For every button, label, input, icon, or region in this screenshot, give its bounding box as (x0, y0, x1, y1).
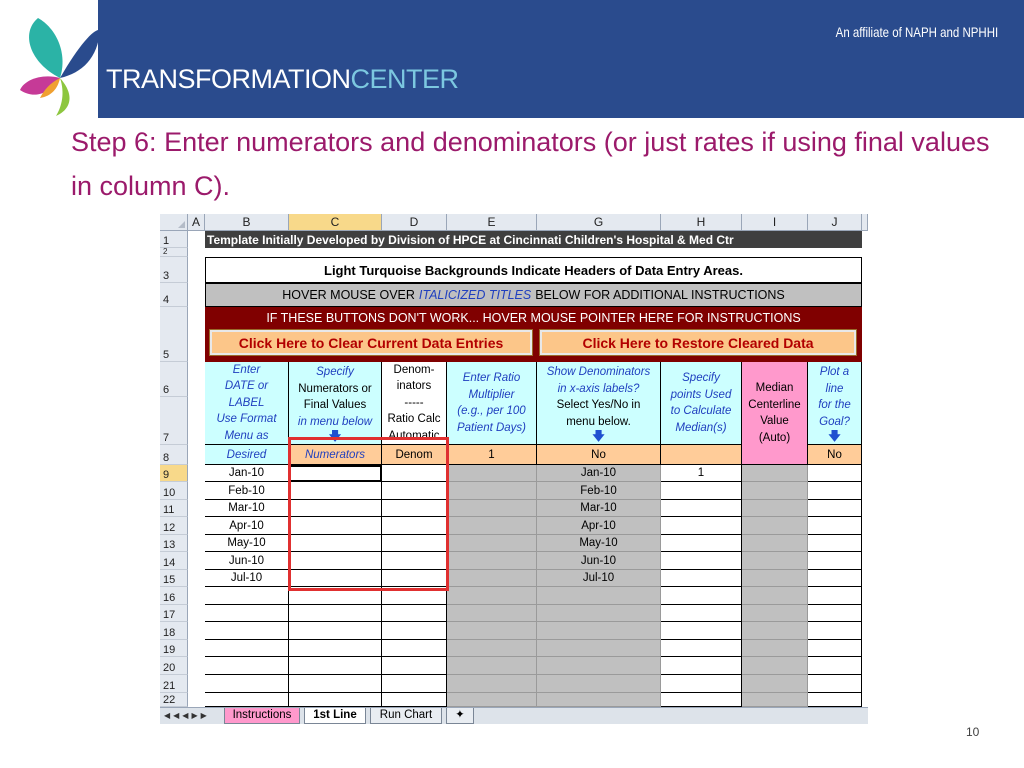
sheet-tab-bar (160, 707, 868, 724)
cell-g-row-22[interactable] (537, 693, 661, 707)
cell-h-row-13[interactable] (661, 535, 742, 552)
cell-g-row-11[interactable]: Mar-10 (537, 500, 661, 517)
header-line: DATE or (224, 380, 269, 393)
header-line: Automatic (388, 429, 440, 442)
clear-data-button[interactable]: Click Here to Clear Current Data Entries (210, 330, 532, 355)
column-header-d[interactable]: D (382, 214, 447, 231)
show-denominators-select[interactable]: No (537, 445, 661, 465)
spreadsheet (160, 214, 868, 724)
down-arrow-icon: 🡇 (328, 429, 342, 443)
affiliate-text: An affiliate of NAPH and NPHHI (835, 24, 998, 40)
header-line: Multiplier (468, 388, 515, 401)
row-header[interactable]: 9 (160, 465, 188, 482)
tab-run-chart[interactable]: Run Chart (370, 708, 442, 724)
cell-c-row-17[interactable] (289, 605, 382, 622)
insert-sheet-icon[interactable]: ✦ (446, 708, 474, 724)
header-median-points[interactable] (661, 362, 742, 445)
header-line: Enter (232, 363, 261, 376)
median-points-cell[interactable] (661, 445, 742, 465)
header-line: Median(s) (675, 421, 727, 434)
cell-b-row-10[interactable]: Feb-10 (205, 482, 289, 500)
cell-g-row-20[interactable] (537, 657, 661, 675)
cell-h-row-9[interactable]: 1 (661, 465, 742, 482)
cell-j-row-19[interactable] (808, 640, 862, 657)
tab-instructions[interactable]: Instructions (224, 708, 300, 724)
cell-e-row-22[interactable] (447, 693, 537, 707)
header-line: Goal? (819, 415, 850, 428)
cell-i-row-9[interactable] (742, 465, 808, 482)
cell-i-row-13[interactable] (742, 535, 808, 552)
cell-i-row-10[interactable] (742, 482, 808, 500)
header-line: (e.g., per 100 (457, 405, 526, 417)
cell-d-row-18[interactable] (382, 622, 447, 640)
cell-j-row-21[interactable] (808, 675, 862, 693)
row-header[interactable]: 3 (160, 257, 188, 283)
cell-j-row-22[interactable] (808, 693, 862, 707)
header-line: Select Yes/No in (556, 399, 641, 411)
header-desired-label: Desired (205, 445, 289, 465)
row-header[interactable]: 10 (160, 482, 188, 500)
cell-c-row-21[interactable] (289, 675, 382, 693)
ratio-multiplier-input[interactable]: 1 (447, 445, 537, 465)
header-line: Show Denominators (546, 366, 651, 378)
cell-h-row-15[interactable] (661, 570, 742, 587)
cell-h-row-10[interactable] (661, 482, 742, 500)
header-line: in menu below (297, 415, 373, 428)
cell-h-row-12[interactable] (661, 517, 742, 535)
header-median-centerline[interactable] (742, 362, 808, 465)
pinwheel-logo-icon (20, 18, 100, 118)
cell-j-row-12[interactable] (808, 517, 862, 535)
cell-h-row-14[interactable] (661, 552, 742, 570)
cell-b-row-11[interactable]: Mar-10 (205, 500, 289, 517)
cell-g-row-19[interactable] (537, 640, 661, 657)
row-header[interactable]: 19 (160, 640, 188, 657)
column-header-k (862, 214, 868, 231)
cell-i-row-19[interactable] (742, 640, 808, 657)
cell-c-row-20[interactable] (289, 657, 382, 675)
cell-e-row-11[interactable] (447, 500, 537, 517)
numerator-type-select[interactable]: Numerators (289, 445, 382, 465)
header-line: inators (396, 380, 432, 393)
header-line: Patient Days) (456, 421, 527, 434)
header-date-label[interactable] (205, 362, 289, 445)
row-header[interactable]: 11 (160, 500, 188, 517)
header-numerators[interactable] (289, 362, 382, 445)
cell-j-row-16[interactable] (808, 587, 862, 605)
cell-h-row-16[interactable] (661, 587, 742, 605)
cell-i-row-17[interactable] (742, 605, 808, 622)
highlight-box (288, 437, 449, 591)
cell-e-row-17[interactable] (447, 605, 537, 622)
cell-g-row-12[interactable]: Apr-10 (537, 517, 661, 535)
cell-j-row-15[interactable] (808, 570, 862, 587)
row-header[interactable]: 12 (160, 517, 188, 535)
select-all-corner[interactable] (160, 214, 188, 231)
cell-i-row-11[interactable] (742, 500, 808, 517)
header-line: in x-axis labels? (557, 382, 640, 395)
cell-g-row-17[interactable] (537, 605, 661, 622)
cell-j-row-14[interactable] (808, 552, 862, 570)
column-header-c[interactable]: C (289, 214, 382, 231)
page-number: 10 (966, 725, 980, 739)
tab-1st-line[interactable]: 1st Line (304, 708, 366, 724)
cell-j-row-20[interactable] (808, 657, 862, 675)
hover-instructions-italic: ITALICIZED TITLES (418, 288, 532, 302)
row-header[interactable]: 5 (160, 307, 188, 362)
cell-b-row-15[interactable]: Jul-10 (205, 570, 289, 587)
cell-i-row-12[interactable] (742, 517, 808, 535)
cell-e-row-18[interactable] (447, 622, 537, 640)
header-line: Median (755, 382, 794, 394)
header-line: Plot a (819, 366, 850, 378)
cell-e-row-13[interactable] (447, 535, 537, 552)
header-ratio-multiplier[interactable] (447, 362, 537, 445)
cell-j-row-17[interactable] (808, 605, 862, 622)
cell-g-row-13[interactable]: May-10 (537, 535, 661, 552)
denominator-label-cell[interactable]: Denom (382, 445, 447, 465)
header-line: Menu as (224, 429, 269, 442)
row-header[interactable]: 13 (160, 535, 188, 552)
cell-e-row-10[interactable] (447, 482, 537, 500)
cell-h-row-22[interactable] (661, 693, 742, 707)
row-header[interactable]: 2 (160, 248, 188, 257)
row-header[interactable]: 6 (160, 362, 188, 397)
cell-e-row-14[interactable] (447, 552, 537, 570)
row-header[interactable]: 7 (160, 397, 188, 445)
row-header[interactable]: 22 (160, 693, 188, 707)
goal-line-select[interactable]: No (808, 445, 862, 465)
header-line: ----- (404, 396, 424, 409)
cell-j-row-18[interactable] (808, 622, 862, 640)
column-header-a[interactable]: A (188, 214, 205, 231)
row-header[interactable]: 16 (160, 587, 188, 605)
cell-e-row-21[interactable] (447, 675, 537, 693)
cell-h-row-21[interactable] (661, 675, 742, 693)
cell-b-row-16[interactable] (205, 587, 289, 605)
cell-d-row-21[interactable] (382, 675, 447, 693)
cell-e-row-16[interactable] (447, 587, 537, 605)
brand-name: TRANSFORMATIONCENTER (106, 64, 459, 94)
header-band (98, 0, 1024, 118)
cell-i-row-18[interactable] (742, 622, 808, 640)
header-line: to Calculate (670, 405, 732, 417)
header-goal-line[interactable] (808, 362, 862, 445)
cell-e-row-19[interactable] (447, 640, 537, 657)
header-line: Denom- (393, 363, 435, 376)
cell-i-row-20[interactable] (742, 657, 808, 675)
header-line: Specify (682, 372, 720, 384)
row-header[interactable]: 14 (160, 552, 188, 570)
cell-b-row-17[interactable] (205, 605, 289, 622)
cell-e-row-20[interactable] (447, 657, 537, 675)
cell-b-row-9[interactable]: Jan-10 (205, 465, 289, 482)
cell-h-row-17[interactable] (661, 605, 742, 622)
cell-e-row-12[interactable] (447, 517, 537, 535)
down-arrow-icon: 🡇 (592, 429, 605, 443)
header-line: Centerline (748, 398, 801, 411)
header-line: Ratio Calc (387, 413, 441, 426)
cell-g-row-14[interactable]: Jun-10 (537, 552, 661, 570)
header-line: for the (818, 399, 851, 411)
cell-i-row-22[interactable] (742, 693, 808, 707)
cell-b-row-13[interactable]: May-10 (205, 535, 289, 552)
cell-d-row-19[interactable] (382, 640, 447, 657)
header-show-denominators[interactable] (537, 362, 661, 445)
cell-e-row-9[interactable] (447, 465, 537, 482)
cell-b-row-22[interactable] (205, 693, 289, 707)
row-header[interactable]: 21 (160, 675, 188, 693)
cell-h-row-19[interactable] (661, 640, 742, 657)
cell-c-row-22[interactable] (289, 693, 382, 707)
row-header[interactable]: 17 (160, 605, 188, 622)
cell-c-row-18[interactable] (289, 622, 382, 640)
column-header-e[interactable]: E (447, 214, 537, 231)
cell-h-row-11[interactable] (661, 500, 742, 517)
restore-data-button[interactable]: Click Here to Restore Cleared Data (540, 330, 856, 355)
cell-g-row-15[interactable]: Jul-10 (537, 570, 661, 587)
row-header[interactable]: 15 (160, 570, 188, 587)
cell-g-row-16[interactable] (537, 587, 661, 605)
header-line: (Auto) (758, 431, 791, 444)
row-header[interactable]: 18 (160, 622, 188, 640)
column-header-j[interactable]: J (808, 214, 862, 231)
cell-j-row-10[interactable] (808, 482, 862, 500)
header-line: LABEL (228, 396, 265, 409)
cell-b-row-14[interactable]: Jun-10 (205, 552, 289, 570)
cell-g-row-18[interactable] (537, 622, 661, 640)
cell-i-row-15[interactable] (742, 570, 808, 587)
cell-d-row-20[interactable] (382, 657, 447, 675)
cell-b-row-12[interactable]: Apr-10 (205, 517, 289, 535)
header-line: Use Format (216, 413, 277, 426)
cell-d-row-22[interactable] (382, 693, 447, 707)
column-header-h[interactable]: H (661, 214, 742, 231)
cell-g-row-9[interactable]: Jan-10 (537, 465, 661, 482)
cell-c-row-19[interactable] (289, 640, 382, 657)
column-header-b[interactable]: B (205, 214, 289, 231)
row-header[interactable]: 8 (160, 445, 188, 465)
header-line: menu below. (566, 415, 631, 428)
cell-h-row-20[interactable] (661, 657, 742, 675)
cell-b-row-18[interactable] (205, 622, 289, 640)
header-line: Enter Ratio (462, 372, 521, 384)
hover-instructions-after: BELOW FOR ADDITIONAL INSTRUCTIONS (535, 288, 785, 302)
header-line: Numerators or (298, 382, 372, 395)
cell-g-row-21[interactable] (537, 675, 661, 693)
tab-scroll-arrows-icon[interactable]: ◀◀◀▶▶ (164, 711, 210, 720)
header-line: points Used (670, 388, 732, 401)
row-header[interactable]: 1 (160, 231, 188, 248)
turquoise-legend-text: Light Turquoise Backgrounds Indicate Headers of Data Entry Areas. (205, 257, 862, 283)
cell-i-row-16[interactable] (742, 587, 808, 605)
cell-j-row-13[interactable] (808, 535, 862, 552)
header-line: Final Values (303, 399, 367, 411)
header-line: Specify (316, 366, 354, 378)
down-arrow-icon: 🡇 (828, 429, 841, 443)
buttons-warning-text[interactable]: IF THESE BUTTONS DON'T WORK... HOVER MOUSE POINTER HERE FOR INSTRUCTIONS (266, 310, 801, 325)
row-header[interactable]: 4 (160, 283, 188, 307)
column-header-i[interactable]: I (742, 214, 808, 231)
cell-d-row-17[interactable] (382, 605, 447, 622)
cell-j-row-11[interactable] (808, 500, 862, 517)
cell-b-row-20[interactable] (205, 657, 289, 675)
cell-i-row-21[interactable] (742, 675, 808, 693)
cell-h-row-18[interactable] (661, 622, 742, 640)
cell-g-row-10[interactable]: Feb-10 (537, 482, 661, 500)
cell-b-row-21[interactable] (205, 675, 289, 693)
template-credit-banner: Template Initially Developed by Division of HPCE at Cincinnati Children's Hospital & Med Ctr (205, 231, 862, 248)
slide-title: Step 6: Enter numerators and denominators (or just rates if using final values in column C). (71, 127, 990, 201)
cell-e-row-15[interactable] (447, 570, 537, 587)
cell-j-row-9[interactable] (808, 465, 862, 482)
cell-i-row-14[interactable] (742, 552, 808, 570)
header-denominators[interactable] (382, 362, 447, 445)
hover-instructions (205, 283, 862, 307)
header-line: Value (760, 415, 789, 427)
column-header-g[interactable]: G (537, 214, 661, 231)
hover-instructions-before: HOVER MOUSE OVER (282, 288, 415, 302)
row-header[interactable]: 20 (160, 657, 188, 675)
header-line: line (825, 382, 844, 395)
cell-b-row-19[interactable] (205, 640, 289, 657)
